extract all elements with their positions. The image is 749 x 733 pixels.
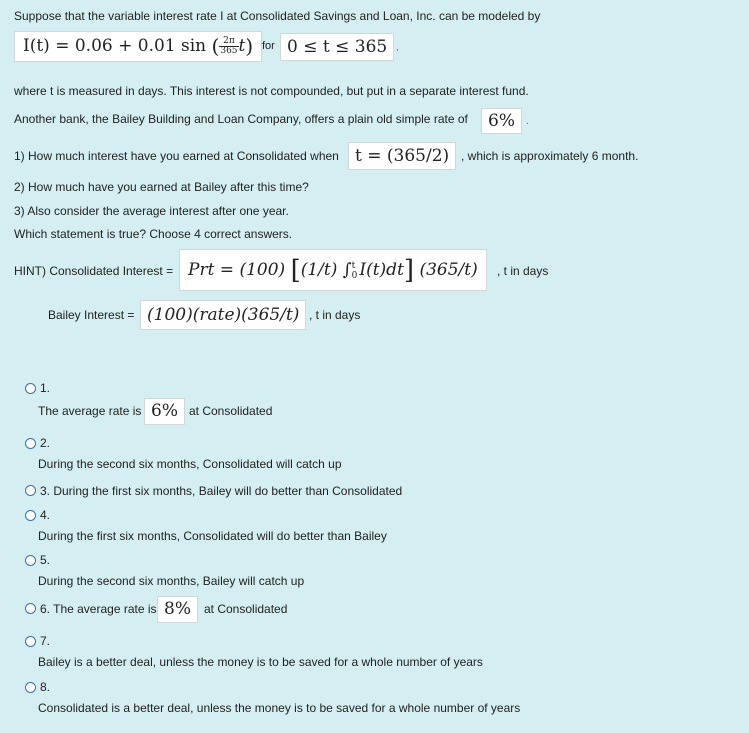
option-1-number: 1. — [40, 381, 51, 395]
hint-suffix: , t in days — [497, 264, 549, 278]
hint-formula-integrand: I(t)dt — [359, 260, 404, 280]
option-6-text: 6. The average rate is — [40, 602, 157, 616]
integral-lower: 0 — [351, 270, 358, 281]
option-5-text: During the second six months, Bailey will catch up — [38, 574, 305, 588]
option-7-checkbox[interactable] — [25, 636, 36, 647]
option-2-text: During the second six months, Consolidated will catch up — [38, 457, 342, 471]
option-8-text: Consolidated is a better deal, unless the money is to be saved for a whole number of years — [38, 701, 521, 715]
question-2: 2) How much have you earned at Bailey after this time? — [14, 180, 309, 194]
hint-label: HINT) Consolidated Interest = — [14, 264, 174, 278]
option-4-number: 4. — [40, 508, 51, 522]
domain-formula: 0 ≤ t ≤ 365 — [280, 33, 394, 61]
bailey-rate: 6% — [481, 108, 522, 134]
option-7-number: 7. — [40, 634, 51, 648]
question-3: 3) Also consider the average interest after one year. — [14, 204, 289, 218]
formula-frac-num: 2π — [219, 37, 238, 47]
formula-frac-den: 365 — [220, 46, 238, 56]
hint-formula-end: (365/t) — [419, 260, 478, 280]
option-5-checkbox[interactable] — [25, 555, 36, 566]
intro-line2: where t is measured in days. This interest is not compounded, but put in a separate interest fund. — [14, 84, 529, 98]
option-2-checkbox[interactable] — [25, 438, 36, 449]
option-2-number: 2. — [40, 436, 51, 450]
integral-upper: t — [351, 260, 356, 271]
hint-formula-start: Prt = (100) — [188, 260, 286, 280]
question-1-text: 1) How much interest have you earned at Consolidated when — [14, 149, 339, 163]
instruction: Which statement is true? Choose 4 correct answers. — [14, 227, 293, 241]
intro-line3: Another bank, the Bailey Building and Loan Company, offers a plain old simple rate of — [14, 112, 468, 126]
option-1-math: 6% — [144, 398, 185, 425]
intro-line1: Suppose that the variable interest rate I at Consolidated Savings and Loan, Inc. can be modeled by — [14, 9, 541, 23]
option-3-checkbox[interactable] — [25, 485, 36, 496]
formula-lhs: I(t) = 0.06 + 0.01 sin — [23, 36, 207, 56]
hint-formula-inner: (1/t) ∫ — [300, 260, 352, 280]
question-1-suffix: , which is approximately 6 month. — [461, 149, 639, 163]
bailey-interest-suffix: , t in days — [309, 308, 361, 322]
interest-formula: I(t) = 0.06 + 0.01 sin ( $\frac{2\pi}{365}$ t) — [14, 31, 262, 62]
option-8-number: 8. — [40, 680, 51, 694]
hint-formula: Prt = (100) [(1/t) ∫ t 0 I(t)dt] (365/t) — [179, 249, 487, 291]
option-1-suffix: at Consolidated — [189, 404, 273, 418]
option-6-checkbox[interactable] — [25, 603, 36, 614]
option-6-math: 8% — [157, 596, 198, 623]
option-4-checkbox[interactable] — [25, 510, 36, 521]
option-5-number: 5. — [40, 553, 51, 567]
bailey-interest-label: Bailey Interest = — [48, 308, 135, 322]
option-7-text: Bailey is a better deal, unless the money is to be saved for a whole number of years — [38, 655, 483, 669]
option-6-suffix: at Consolidated — [204, 602, 288, 616]
bailey-formula-text: (100)(rate)(365/t) — [147, 305, 300, 325]
option-8-checkbox[interactable] — [25, 682, 36, 693]
question-1-math: t = (365/2) — [348, 142, 456, 170]
domain-comma: , — [396, 42, 399, 53]
option-1-text: The average rate is — [38, 404, 142, 418]
for-label: for — [262, 40, 275, 52]
option-4-text: During the first six months, Consolidated will do better than Bailey — [38, 529, 387, 543]
option-1-checkbox[interactable] — [25, 383, 36, 394]
bailey-interest-formula — [140, 300, 306, 330]
formula-t: t — [238, 36, 246, 56]
rate-period: . — [526, 116, 529, 127]
option-3-text: 3. During the first six months, Bailey will do better than Consolidated — [40, 484, 403, 498]
